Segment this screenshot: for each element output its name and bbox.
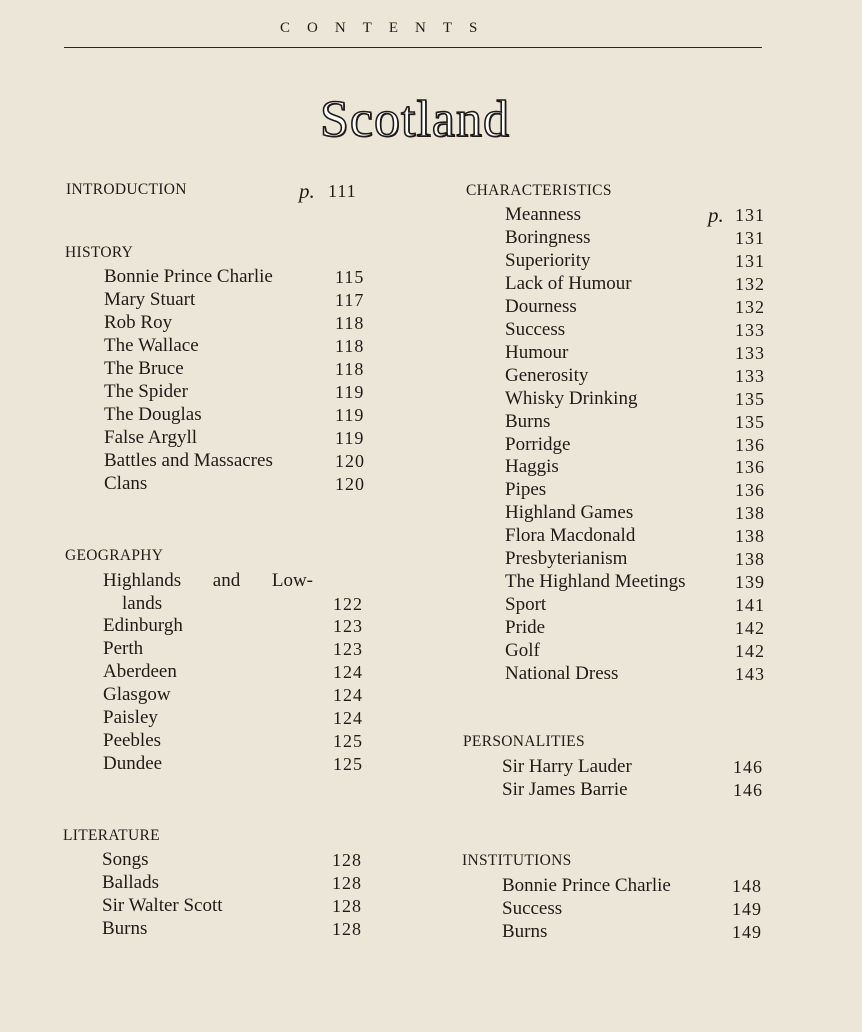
toc-entry-label: Bonnie Prince Charlie — [104, 266, 273, 287]
toc-entry-label: Sir James Barrie — [502, 779, 628, 800]
toc-entry-label: Dourness — [505, 295, 577, 317]
toc-entry-label: Mary Stuart — [104, 289, 196, 310]
toc-entry-label: False Argyll — [104, 427, 198, 448]
toc-entry-page: 125 — [333, 731, 363, 751]
toc-entry-label: Aberdeen — [103, 661, 177, 682]
toc-entry-label: The Wallace — [104, 335, 199, 356]
toc-entry-label: Sir Harry Lauder — [502, 756, 632, 777]
toc-entry-label: Burns — [502, 921, 548, 942]
toc-entry-page: 115 — [335, 267, 365, 287]
toc-entry-page: 128 — [332, 873, 362, 893]
section-heading-institutions: INSTITUTIONS — [462, 852, 572, 869]
toc-entry-label: Burns — [505, 410, 551, 432]
toc-entry-page: 136 — [735, 457, 765, 478]
toc-entry-label: Whisky Drinking — [505, 387, 638, 409]
toc-entry-page: 131 — [735, 227, 765, 248]
toc-entry-label: Success — [505, 318, 566, 340]
section-heading-history: HISTORY — [65, 244, 134, 261]
toc-entry-label: Pipes — [505, 479, 547, 501]
toc-entry-label: Edinburgh — [103, 615, 183, 636]
toc-entry-page: 138 — [735, 549, 765, 570]
toc-entry-label: Songs — [102, 849, 149, 870]
toc-entry-page: 142 — [735, 618, 765, 639]
toc-entry-label: Rob Roy — [104, 312, 173, 333]
toc-entry-page: 139 — [735, 572, 765, 593]
toc-entry-page: 138 — [735, 526, 765, 547]
toc-entry-label: Ballads — [102, 872, 159, 893]
toc-entry-page: 128 — [332, 896, 362, 916]
toc-entry-page: 118 — [335, 336, 365, 356]
toc-entry-page: 120 — [335, 474, 365, 494]
toc-entry-page: 122 — [333, 594, 363, 614]
toc-entry-label: Peebles — [103, 730, 162, 751]
toc-entry-label: Highland Games — [505, 502, 634, 524]
toc-entry-label: Generosity — [505, 364, 589, 386]
section-heading-literature: LITERATURE — [63, 827, 160, 844]
toc-entry-label: Dundee — [103, 753, 163, 774]
toc-entry-page: 149 — [732, 899, 762, 919]
toc-entry-label: The Bruce — [104, 358, 184, 379]
toc-entry-label: Flora Macdonald — [505, 525, 636, 547]
toc-entry-page: 143 — [735, 664, 765, 684]
toc-entry-page: 118 — [335, 359, 365, 379]
toc-entry-page: 131 — [735, 205, 765, 225]
toc-entry-label-line1: Highlands and Low- — [103, 570, 313, 591]
toc-entry-page: 128 — [332, 919, 362, 939]
introduction-page: 111 — [328, 181, 357, 201]
toc-entry-label: Superiority — [505, 249, 591, 271]
toc-entry-label: Presbyterianism — [505, 548, 628, 570]
toc-entry-label: Bonnie Prince Charlie — [502, 875, 671, 896]
toc-entry-page: 131 — [735, 250, 765, 271]
toc-entry-page: 146 — [733, 780, 763, 800]
toc-entry-label: Success — [502, 898, 563, 919]
toc-entry-label: Paisley — [103, 707, 158, 728]
page-title: Scotland — [320, 91, 510, 148]
toc-entry-page: 123 — [333, 616, 363, 636]
toc-entry-page: 133 — [735, 342, 765, 363]
toc-entry-label: Sir Walter Scott — [102, 895, 223, 916]
toc-entry-label: Clans — [104, 473, 148, 494]
section-heading-geography: GEOGRAPHY — [65, 547, 164, 564]
toc-entry-page: 148 — [732, 876, 762, 896]
toc-entry-page: 123 — [333, 639, 363, 659]
toc-entry-label: National Dress — [505, 663, 619, 684]
toc-entry-page: 132 — [735, 296, 765, 317]
toc-entry-label: Battles and Massacres — [104, 450, 273, 471]
toc-entry-page: 119 — [335, 382, 365, 402]
toc-entry-page: 119 — [335, 405, 365, 425]
toc-entry-page: 149 — [732, 922, 762, 942]
toc-entry-page: 124 — [333, 662, 363, 682]
toc-entry-page: 136 — [735, 434, 765, 455]
toc-entry-page: 136 — [735, 480, 765, 501]
toc-entry-label — [103, 569, 313, 592]
toc-entry-page: 119 — [335, 428, 365, 448]
toc-entry-label: Burns — [102, 918, 148, 939]
toc-entry-page: 117 — [335, 290, 365, 310]
section-heading-personalities: PERSONALITIES — [463, 733, 585, 750]
section-heading-introduction: INTRODUCTION — [66, 181, 187, 198]
toc-entry-page: 133 — [735, 319, 765, 340]
toc-entry-label: Boringness — [505, 226, 591, 248]
toc-entry-label: Haggis — [505, 456, 559, 478]
toc-entry-page: 125 — [333, 754, 363, 774]
toc-entry-page: 146 — [733, 757, 763, 777]
running-head: CONTENTS — [280, 20, 495, 36]
toc-entry-label: Meanness — [505, 204, 581, 225]
toc-entry-page: 118 — [335, 313, 365, 333]
toc-entry-page: 135 — [735, 411, 765, 432]
toc-entry-label: The Highland Meetings — [505, 571, 686, 593]
toc-entry-page: 124 — [333, 685, 363, 705]
toc-entry-page: 128 — [332, 850, 362, 870]
toc-entry-page: 132 — [735, 273, 765, 294]
toc-entry-page: 142 — [735, 641, 765, 662]
header-rule — [64, 47, 762, 48]
toc-entry-label: Pride — [505, 617, 546, 639]
page-marker: p. — [299, 179, 315, 203]
toc-entry-page: 133 — [735, 365, 765, 386]
toc-entry-label: Glasgow — [103, 684, 171, 705]
toc-entry-page: 120 — [335, 451, 365, 471]
toc-entry-label: Golf — [505, 640, 540, 662]
toc-entry-label-continued: lands — [122, 593, 163, 614]
toc-entry-label: The Spider — [104, 381, 188, 402]
section-heading-characteristics: CHARACTERISTICS — [466, 182, 612, 199]
toc-entry-page: 124 — [333, 708, 363, 728]
toc-entry-label: Porridge — [505, 433, 571, 455]
toc-entry-label: The Douglas — [104, 404, 202, 425]
toc-entry-label: Sport — [505, 594, 547, 616]
toc-entry-label: Lack of Humour — [505, 272, 632, 294]
toc-entry-label: Humour — [505, 341, 569, 363]
toc-entry-page: 138 — [735, 503, 765, 524]
toc-entry-label: Perth — [103, 638, 144, 659]
page-marker-right: p. — [708, 203, 724, 227]
toc-entry-page: 135 — [735, 388, 765, 409]
toc-entry-page: 141 — [735, 595, 765, 616]
